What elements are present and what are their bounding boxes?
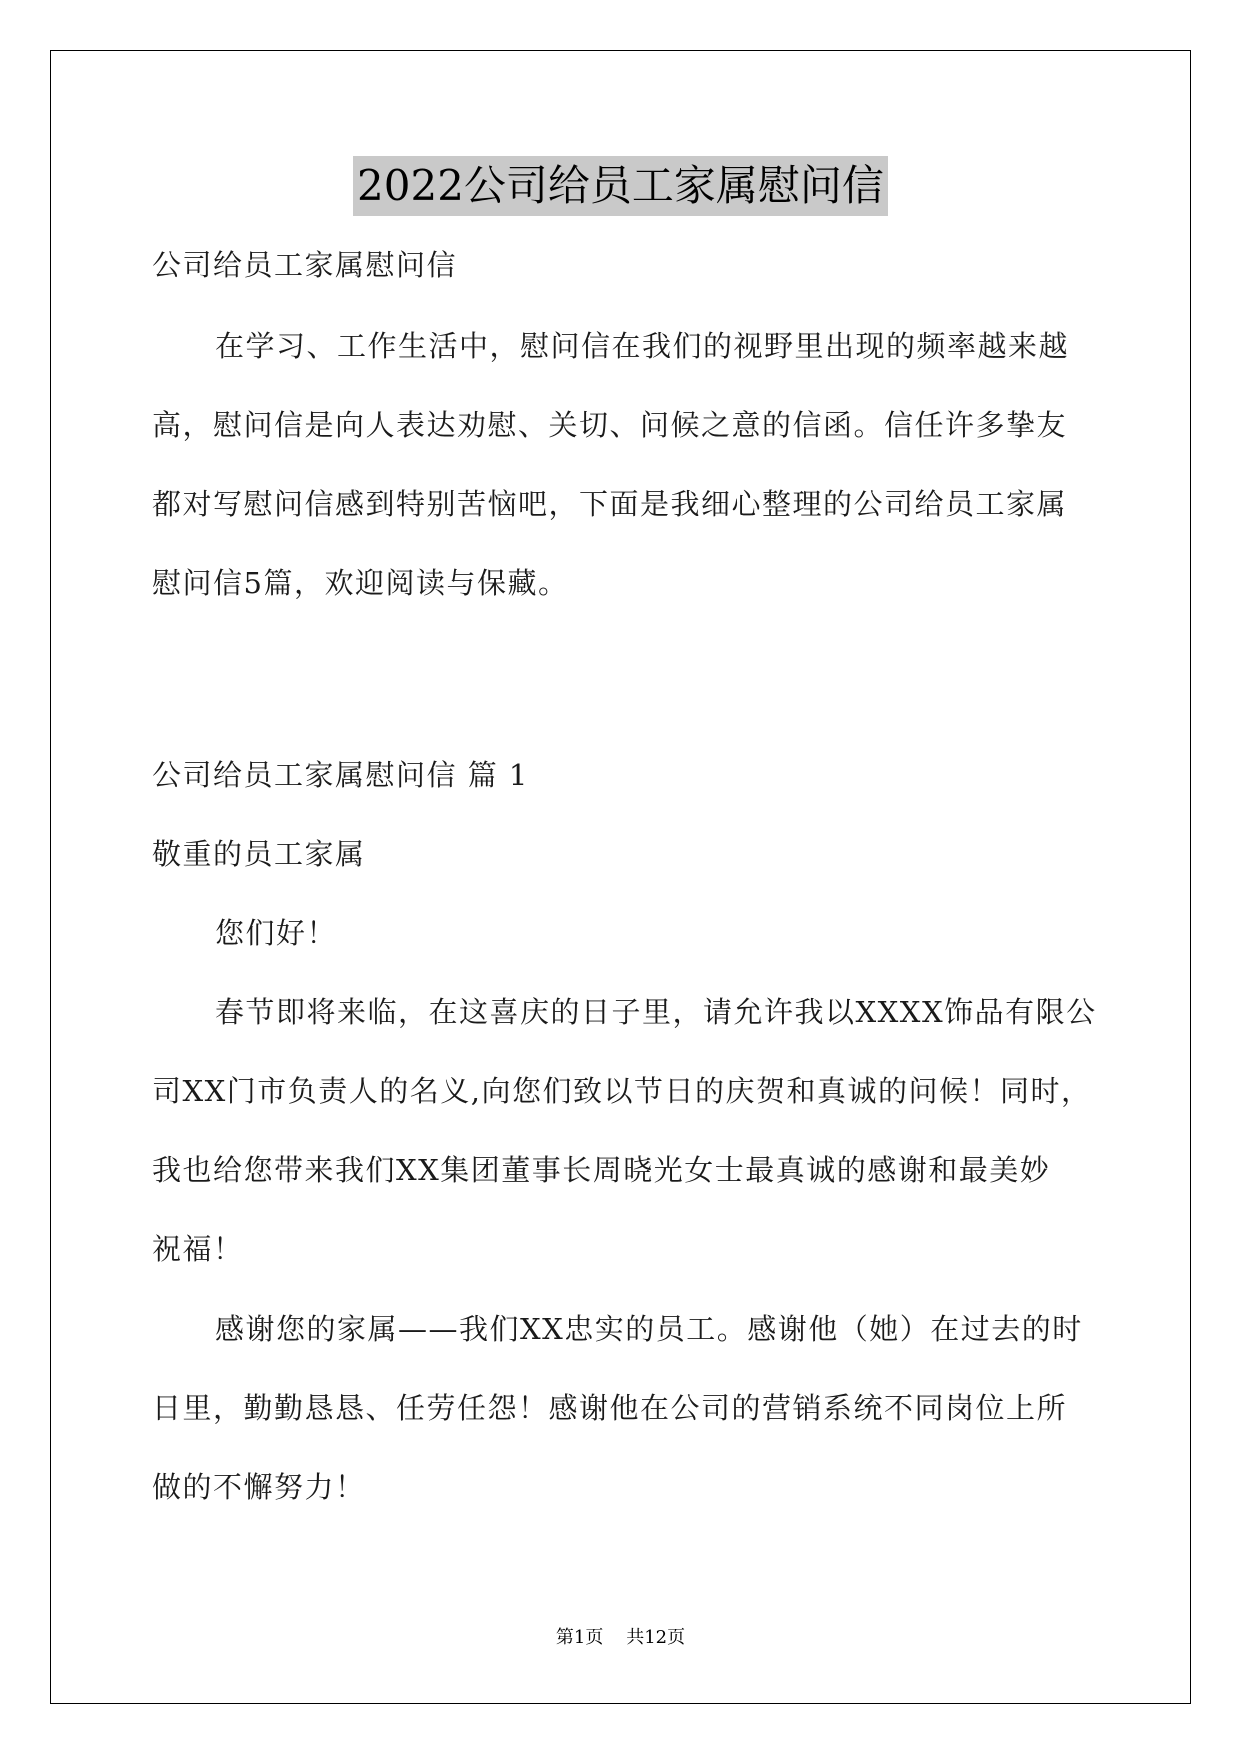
paragraph-line: 感谢您的家属——我们XX忠实的员工。感谢他（她）在过去的时: [215, 1312, 1083, 1346]
intro-line: 慰问信5篇，欢迎阅读与保藏。: [152, 566, 569, 600]
paragraph-line: 春节即将来临，在这喜庆的日子里，请允许我以XXXX饰品有限公: [215, 995, 1097, 1029]
document-subtitle: 公司给员工家属慰问信: [152, 248, 458, 282]
paragraph-line: 我也给您带来我们XX集团董事长周晓光女士最真诚的感谢和最美妙: [152, 1153, 1051, 1187]
page-footer: 第1页 共12页: [555, 1627, 686, 1648]
intro-line: 都对写慰问信感到特别苦恼吧，下面是我细心整理的公司给员工家属: [152, 487, 1068, 521]
intro-line: 高，慰问信是向人表达劝慰、关切、问候之意的信函。信任许多挚友: [152, 408, 1068, 442]
paragraph-line: 日里，勤勤恳恳、任劳任怨！感谢他在公司的营销系统不同岗位上所: [152, 1391, 1068, 1425]
salutation: 敬重的员工家属: [152, 837, 366, 871]
paragraph-line: 祝福！: [152, 1232, 244, 1266]
greeting: 您们好！: [215, 916, 338, 950]
paragraph-line: 司XX门市负责人的名义,向您们致以节日的庆贺和真诚的问候！同时，: [152, 1074, 1092, 1108]
document-title: 2022公司给员工家属慰问信: [353, 156, 888, 216]
section-heading: 公司给员工家属慰问信 篇 1: [152, 758, 529, 792]
title-container: [0, 156, 1241, 216]
paragraph-line: 做的不懈努力！: [152, 1470, 366, 1504]
page-border: [50, 50, 1191, 1704]
intro-line: 在学习、工作生活中，慰问信在我们的视野里出现的频率越来越: [215, 329, 1070, 363]
